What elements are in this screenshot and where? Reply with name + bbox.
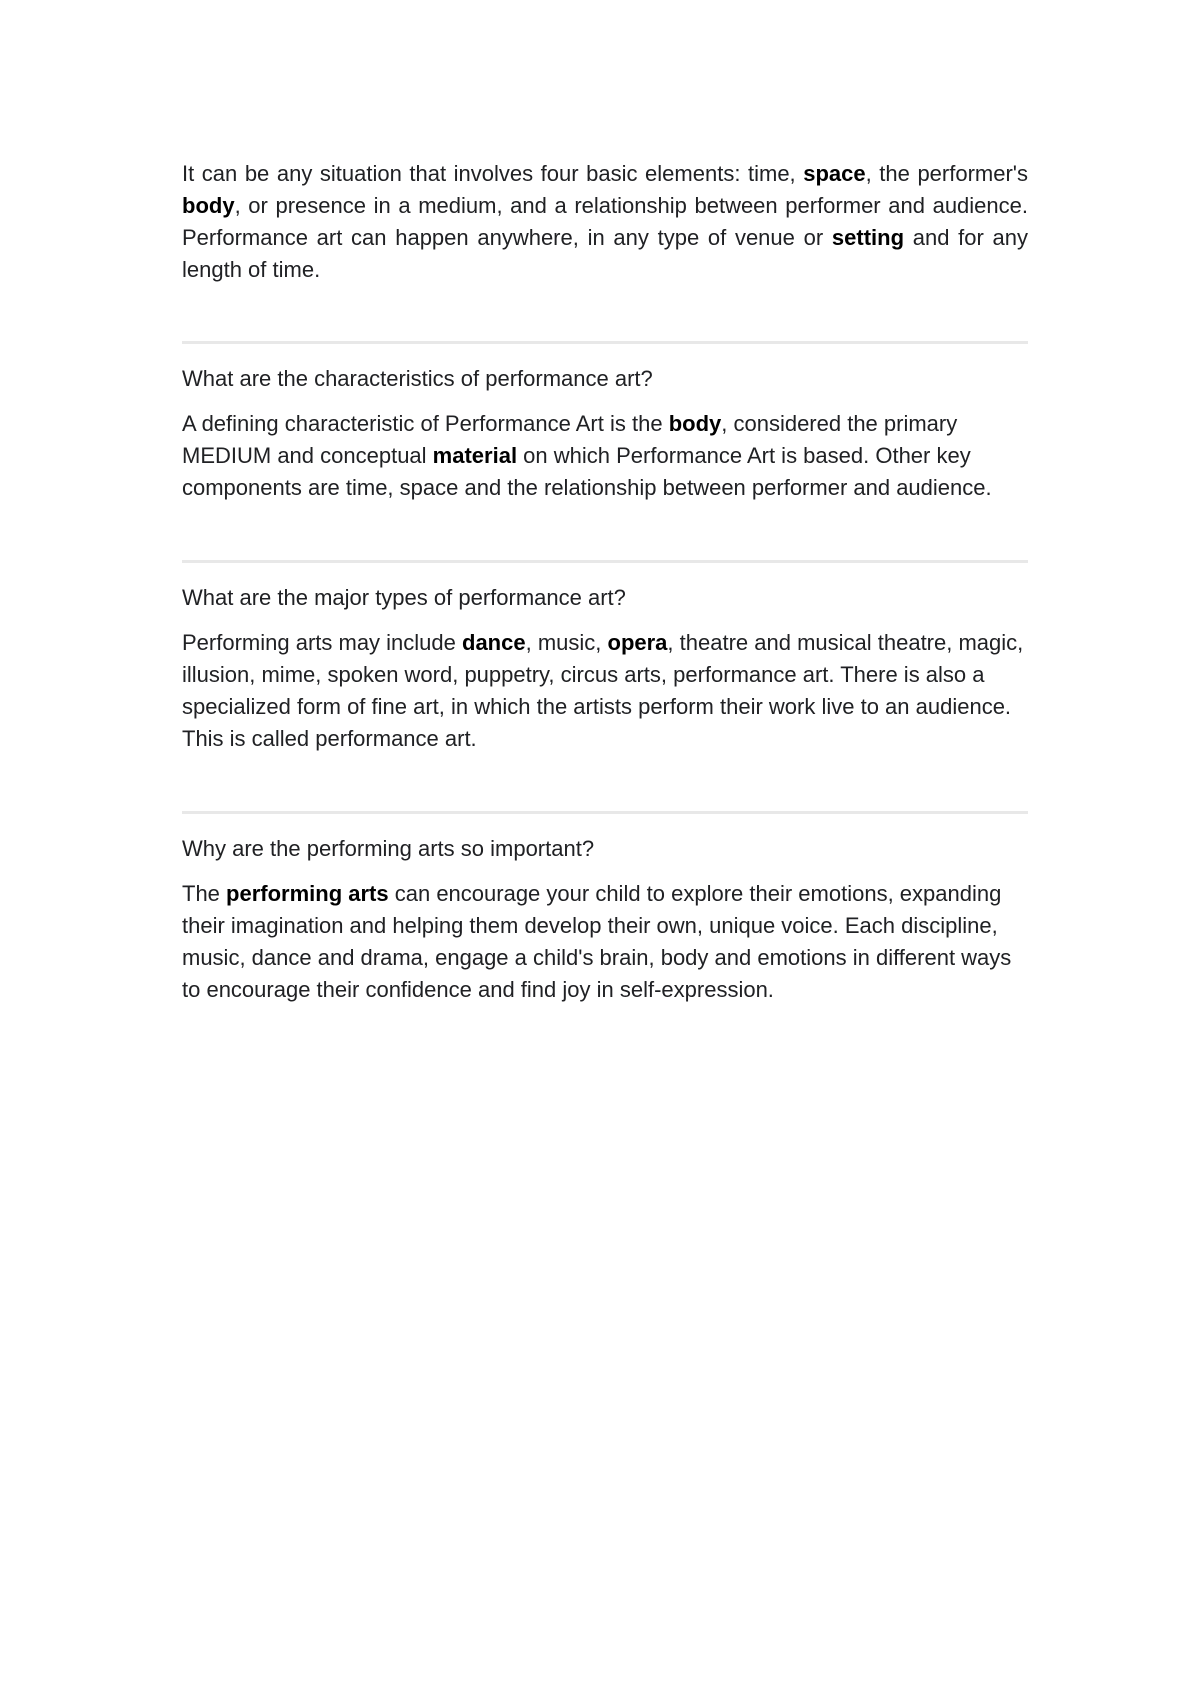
faq-section-characteristics	[182, 363, 1028, 504]
faq-section-importance	[182, 833, 1028, 1006]
bold-term: body	[668, 411, 722, 436]
bold-term: body	[182, 193, 235, 218]
faq-answer	[182, 878, 1028, 1006]
intro-text: and for any length of time.	[182, 225, 1029, 282]
bold-term: dance	[462, 630, 526, 655]
answer-text: on which Performance Art is based. Other key components are time, space and the relationship between performer and audience.	[182, 443, 992, 500]
bold-term: setting	[831, 225, 905, 250]
bold-term: space	[803, 161, 866, 186]
section-divider	[182, 811, 1028, 814]
answer-text: A defining characteristic of Performance Art is the	[182, 411, 669, 436]
section-divider	[182, 341, 1028, 344]
answer-text: The	[182, 881, 227, 906]
faq-question: What are the major types of performance art?	[182, 585, 626, 610]
intro-text: It can be any situation that involves four basic elements: time,	[182, 161, 804, 186]
bold-term: material	[432, 443, 518, 468]
faq-question: What are the characteristics of performance art?	[182, 366, 653, 391]
bold-term: performing arts	[226, 881, 389, 906]
answer-text: , considered the primary MEDIUM and conceptual	[182, 411, 958, 468]
answer-text: , theatre and musical theatre, magic, illusion, mime, spoken word, puppetry, circus arts, performance art. There is also a specialized form of fine art, in which the artists perform their work live to an audience. This is called performance art.	[182, 630, 1024, 751]
intro-text: , the performer's	[865, 161, 1028, 186]
section-divider	[182, 560, 1028, 563]
answer-text: Performing arts may include	[182, 630, 462, 655]
answer-text: can encourage your child to explore their emotions, expanding their imagination and helping them develop their own, unique voice. Each discipline, music, dance and drama, engage a child's brain, body and emotions in different ways to encourage their confidence and find joy in self-expression.	[182, 881, 1012, 1002]
intro-paragraph	[182, 158, 1028, 286]
faq-answer	[182, 408, 1028, 504]
answer-text: , music,	[525, 630, 608, 655]
document-page	[182, 158, 1028, 1006]
faq-section-types	[182, 582, 1028, 755]
faq-question: Why are the performing arts so important?	[182, 836, 595, 861]
faq-answer	[182, 627, 1028, 755]
bold-term: opera	[607, 630, 668, 655]
intro-text: , or presence in a medium, and a relationship between performer and audience. Performance art can happen anywhere, in any type of venue or	[182, 193, 1028, 250]
